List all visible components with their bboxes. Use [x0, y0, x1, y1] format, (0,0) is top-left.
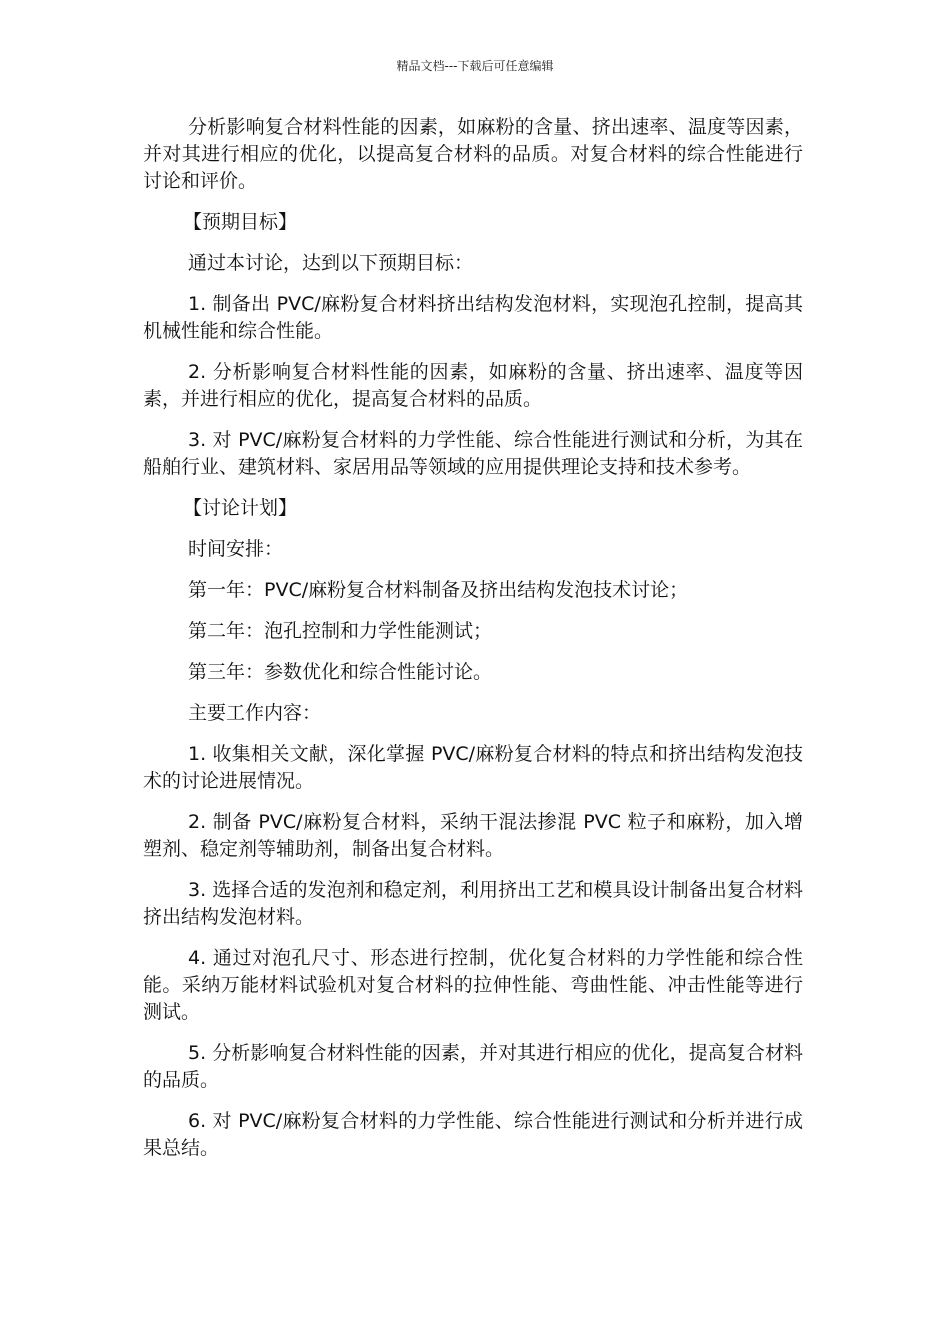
paragraph-factor-analysis: 分析影响复合材料性能的因素，如麻粉的含量、挤出速率、温度等因素，并对其进行相应的优化，以提高复合材料的品质。对复合材料的综合性能进行讨论和评价。 [143, 116, 803, 192]
section-heading-research-plan: 【讨论计划】 [183, 497, 298, 519]
goal-item-1: 1. 制备出 PVC/麻粉复合材料挤出结构发泡材料，实现泡孔控制，提高其机械性能和综合性能。 [143, 293, 803, 342]
paragraph-main-work-label: 主要工作内容： [188, 702, 322, 724]
section-heading-expected-goals: 【预期目标】 [183, 211, 298, 233]
schedule-year-1: 第一年：PVC/麻粉复合材料制备及挤出结构发泡技术讨论； [188, 579, 689, 601]
work-item-6: 6. 对 PVC/麻粉复合材料的力学性能、综合性能进行测试和分析并进行成果总结。 [143, 1110, 803, 1159]
paragraph-schedule-label: 时间安排： [188, 538, 284, 560]
goal-item-2: 2. 分析影响复合材料性能的因素，如麻粉的含量、挤出速率、温度等因素，并进行相应的优化，提高复合材料的品质。 [143, 361, 803, 410]
work-item-1: 1. 收集相关文献，深化掌握 PVC/麻粉复合材料的特点和挤出结构发泡技术的讨论进展情况。 [143, 743, 803, 792]
work-item-5: 5. 分析影响复合材料性能的因素，并对其进行相应的优化，提高复合材料的品质。 [143, 1042, 803, 1091]
paragraph-goals-intro: 通过本讨论，达到以下预期目标： [188, 252, 474, 274]
work-item-3: 3. 选择合适的发泡剂和稳定剂，利用挤出工艺和模具设计制备出复合材料挤出结构发泡材料。 [143, 879, 803, 928]
work-item-4: 4. 通过对泡孔尺寸、形态进行控制，优化复合材料的力学性能和综合性能。采纳万能材料试验机对复合材料的拉伸性能、弯曲性能、冲击性能等进行测试。 [143, 947, 803, 1023]
goal-item-3: 3. 对 PVC/麻粉复合材料的力学性能、综合性能进行测试和分析，为其在船舶行业、建筑材料、家居用品等领域的应用提供理论支持和技术参考。 [143, 429, 803, 478]
work-item-2: 2. 制备 PVC/麻粉复合材料，采纳干混法掺混 PVC 粒子和麻粉，加入增塑剂、稳定剂等辅助剂，制备出复合材料。 [143, 811, 803, 860]
schedule-year-3: 第三年：参数优化和综合性能讨论。 [188, 661, 493, 683]
schedule-year-2: 第二年：泡孔控制和力学性能测试； [188, 620, 493, 642]
document-body [143, 114, 803, 1176]
page-header: 精品文档---下载后可任意编辑 [396, 59, 554, 73]
